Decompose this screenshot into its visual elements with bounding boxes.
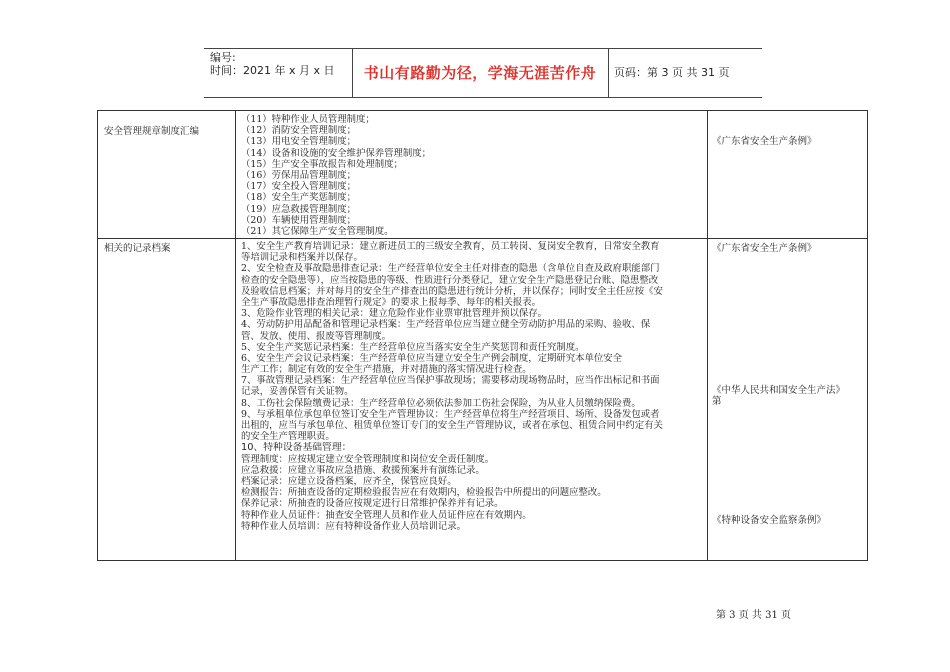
- table-column-divider: [707, 111, 708, 560]
- table-row-line: 管理制度：应按规定建立安全管理制度和岗位安全责任制度。: [241, 453, 495, 465]
- row-reference: 《广东省安全生产条例》: [712, 243, 817, 254]
- document-code-label: 编号:: [210, 51, 236, 64]
- table-row-line: 生产工作；制定有效的安全生产措施，并对措施的落实情况进行检查。: [241, 364, 532, 376]
- table-row-line: 特种作业人员培训：应有特种设备作业人员培训记录。: [241, 520, 467, 532]
- page-header: [204, 48, 762, 98]
- table-row-line: 检测报告：所抽查设备的定期检验报告应在有效期内，检验报告中所提出的问题应整改。: [241, 487, 607, 499]
- table-row-line: （16）劳保用品管理制度；: [241, 169, 357, 181]
- table-row-line: 管、发放、使用、报废等管理制度。: [241, 330, 392, 342]
- table-row-line: 保养记录：所抽查的设备应按规定进行日常维护保养并有记录。: [241, 498, 504, 510]
- table-row-line: 记录，妥善保管有关证物。: [241, 386, 354, 398]
- table-row-line: 4、劳动防护用品配备和管理记录档案：生产经营单位应当建立健全劳动防护用品的采购、验收、保: [241, 319, 651, 331]
- table-row-divider: [98, 238, 867, 239]
- row-content-regulations: [241, 114, 707, 237]
- table-row-line: 的安全生产管理职责。: [241, 431, 335, 443]
- table-row-line: （19）应急救援管理制度；: [241, 203, 357, 215]
- table-row-line: （12）消防安全管理制度；: [241, 125, 357, 137]
- table-row-line: 出租的，应当与承包单位、租赁单位签订专门的安全生产管理协议，或者在承包、租赁合同中约定有关: [241, 420, 663, 431]
- table-row-line: 特种作业人员证件：抽查安全管理人员和作业人员证件应在有效期内。: [241, 509, 532, 521]
- table-row-line: 1、安全生产教育培训记录：建立新进员工的三级安全教育，员工转岗、复岗安全教育，日常安全教育: [241, 241, 660, 252]
- table-row-line: （18）安全生产奖惩制度；: [241, 192, 357, 204]
- table-row-line: （17）安全投入管理制度；: [241, 181, 357, 193]
- row-content-records: [241, 241, 707, 532]
- table-row-line: 全生产事故隐患排查治理暂行规定》的要求上报每季、每年的相关报表。: [241, 296, 542, 308]
- row-reference: 第: [712, 396, 722, 407]
- table-row-line: 2、安全检查及事故隐患排查记录：生产经营单位安全主任对排查的隐患（含单位自查及政府职能部门: [241, 263, 660, 275]
- header-meta: [204, 49, 353, 97]
- table-row-line: 7、事故管理记录档案：生产经营单位应当保护事故现场；需要移动现场物品时，应当作出标记和书面: [241, 375, 660, 387]
- header-page-cell: [608, 49, 762, 97]
- table-row-line: （11）特种作业人员管理制度；: [241, 114, 375, 125]
- table-row-line: 检查的安全隐患等），应当按隐患的等级、性质进行分类登记，建立安全生产隐患登记台账、隐患整改: [241, 274, 659, 286]
- table-row-line: （13）用电安全管理制度；: [241, 136, 357, 148]
- table-row-line: 9、与承租单位承包单位签订安全生产管理协议：生产经营单位将生产经营项目、场所、设备发包或者: [241, 408, 660, 420]
- table-row-line: （15）生产安全事故报告和处理制度；: [241, 158, 403, 170]
- row-reference: 《特种设备安全监察条例》: [712, 515, 827, 526]
- table-row-line: 及验收信息档案；并对每月的安全生产排查出的隐患进行统计分析，并以保存；同时安全主任应按《安: [241, 285, 663, 297]
- table-row-line: 5、安全生产奖惩记录档案：生产经营单位应当落实安全生产奖惩罚和责任究制度。: [241, 341, 585, 353]
- table-column-divider: [235, 111, 236, 560]
- table-row-line: 等培训记录和档案并以保存。: [241, 252, 363, 264]
- row-label-records: 相关的记录档案: [104, 243, 171, 254]
- header-motto-cell: [352, 49, 609, 97]
- row-reference: 《中华人民共和国安全生产法》: [712, 385, 846, 396]
- table-row-line: 6、安全生产会议记录档案：生产经营单位应当建立安全生产例会制度，定期研究本单位安全: [241, 352, 622, 364]
- regulation-table: [97, 110, 868, 561]
- table-row-line: （21）其它保障生产安全管理制度。: [241, 225, 394, 237]
- table-row-line: 应急救援：应建立事故应急措施、救援预案并有演练记录。: [241, 464, 485, 476]
- table-row-line: （14）设备和设施的安全维护保养管理制度；: [241, 147, 432, 159]
- page-footer: 第 3 页 共 31 页: [716, 610, 791, 621]
- table-row-line: （20）车辆使用管理制度；: [241, 214, 357, 226]
- row-label-regulations: 安全管理规章制度汇编: [104, 126, 200, 137]
- table-row-line: 档案记录：应建立设备档案，应齐全，保管应良好。: [241, 475, 457, 487]
- table-row-line: 3、危险作业管理的相关记录：建立危险作业作业票审批管理并预以保存。: [241, 308, 547, 320]
- table-row-line: 10、特种设备基础管理：: [241, 442, 352, 454]
- row-reference: 《广东省安全生产条例》: [712, 136, 817, 147]
- table-row-line: 8、工伤社会保险缴费记录：生产经营单位必须依法参加工伤社会保险，为从业人员缴纳保险费。: [241, 397, 641, 409]
- document-time: 时间：2021 年 x 月 x 日: [210, 64, 335, 77]
- header-page-info: 页码：第 3 页 共 31 页: [614, 66, 730, 79]
- header-motto: 书山有路勤为径，学海无涯苦作舟: [363, 64, 597, 82]
